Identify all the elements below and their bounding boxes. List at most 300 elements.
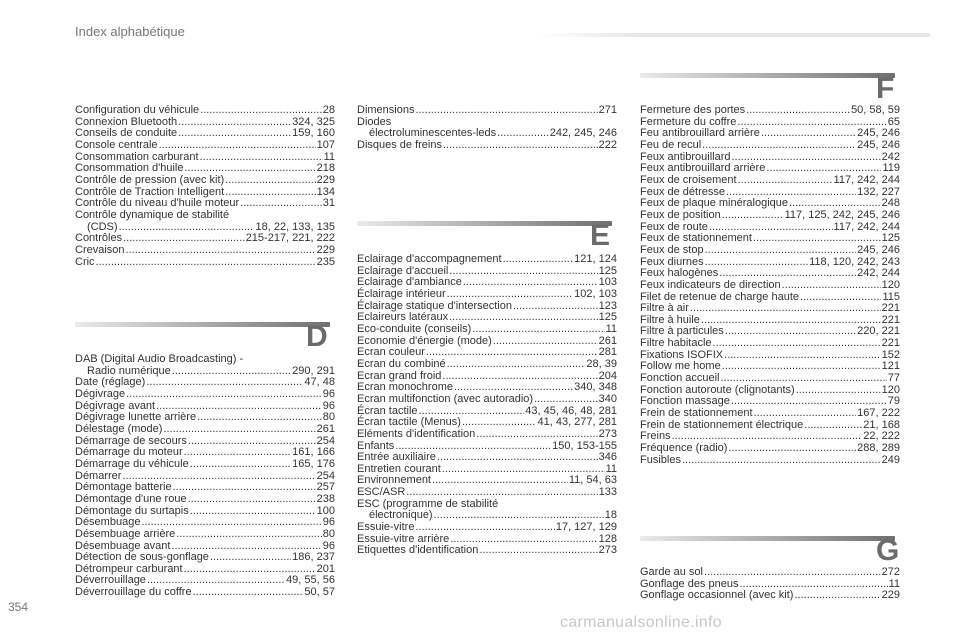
section-letter-d: D [306,320,328,353]
index-entry-term: Contrôles [75,232,123,245]
index-entry-pages[interactable]: 221 [881,313,900,326]
index-entry [640,420,900,432]
dot-leader [534,394,598,406]
index-entry [75,105,335,117]
index-entry-pages[interactable]: 242, 244 [857,267,900,280]
index-entry-term: Fermeture des portes [640,104,746,116]
index-entry-term: Démarrage du moteur [75,446,183,459]
index-entry [640,408,900,420]
index-column-d-cont [357,105,617,152]
dot-leader [497,128,549,140]
index-entry-pages[interactable]: 257 [316,481,335,494]
index-entry-pages[interactable]: 21, 168 [863,418,900,431]
page-number: 354 [8,600,29,614]
index-entry-term: Eclairage d'accompagnement [357,253,502,265]
index-entry [75,257,335,269]
dot-leader [449,266,597,278]
index-entry-term: Ecran couleur [357,346,425,359]
index-entry-term: Dégivrage lunette arrière [75,411,197,424]
index-entry [640,455,900,467]
index-entry-term: Ecran grand froid [357,369,442,382]
index-entry-pages[interactable]: 117, 125, 242, 245, 246 [784,208,900,221]
dot-leader [146,377,303,389]
index-entry-term: Filtre à huile [640,313,700,326]
dot-leader [493,336,598,348]
index-entry-pages[interactable]: 107 [316,138,335,151]
index-entry-pages[interactable]: 47, 48 [304,376,335,389]
dot-leader [159,140,316,152]
dot-leader [415,522,554,534]
index-entry-pages[interactable]: 100 [316,504,335,517]
index-entry-term: Écran tactile [357,404,418,417]
index-entry-term: Feux de détresse [640,185,725,198]
dot-leader [447,289,574,301]
index-entry-term: Frein de stationnement électrique [640,418,804,431]
index-entry-term: Éclairage intérieur [357,287,446,300]
dot-leader [176,529,321,541]
index-entry-pages[interactable]: 120 [881,278,900,291]
dot-leader [163,424,315,436]
index-entry-pages[interactable]: 273 [598,427,617,440]
index-entry-term: Fixations ISOFIX [640,348,724,361]
dot-leader [190,506,316,518]
index-entry-term: Feux de plaque minéralogique [640,197,788,210]
index-entry-term: Follow me home [640,360,721,373]
index-entry-term: Filtre à air [640,302,689,315]
dot-leader [193,587,304,599]
dot-leader [197,412,322,424]
index-entry-pages[interactable]: 132, 227 [857,185,900,198]
dot-leader [702,140,856,152]
index-entry-term: Date (réglage) [75,376,146,389]
index-entry [357,545,617,557]
index-entry-pages[interactable]: 221 [881,302,900,315]
dot-leader [713,338,881,350]
dot-leader [210,552,291,564]
index-entry-pages[interactable]: 125 [598,311,617,324]
index-entry-pages[interactable]: 271 [598,104,617,116]
index-entry-term: Feux halogènes [640,267,719,280]
index-entry-pages[interactable]: 346 [598,451,617,464]
index-entry-term: Entretien courant [357,462,441,475]
index-entry-term: Enfants [357,439,395,452]
index-entry-pages[interactable]: 17, 127, 129 [555,521,617,534]
index-entry [357,254,617,266]
index-entry-term: Démarrage de secours [75,434,187,447]
index-entry-pages[interactable]: 288, 289 [857,442,900,455]
index-entry-pages[interactable]: 229 [316,173,335,186]
index-entry-term: Feux diurnes [640,255,704,268]
index-entry-term: Crevaison [75,243,125,256]
dot-leader [704,567,881,579]
index-entry-pages[interactable]: 121 [881,360,900,373]
index-entry-pages[interactable]: 229 [881,589,900,602]
index-entry-pages[interactable]: 245, 246 [857,127,900,140]
dot-leader [800,292,881,304]
index-entry-pages[interactable]: 96 [322,539,335,552]
index-entry-term: Délestage (mode) [75,422,163,435]
index-entry-pages[interactable]: 80 [322,411,335,424]
index-entry-pages[interactable]: 221 [881,337,900,350]
section-letter-e: E [590,219,611,252]
index-entry-pages[interactable]: 248 [881,197,900,210]
dot-leader [172,366,291,378]
index-entry-term: Conseils de conduite [75,127,178,140]
section-bar-g [640,536,895,541]
index-entry-pages[interactable]: 118, 120, 242, 243 [809,255,900,268]
index-entry [75,210,335,222]
index-entry-pages[interactable]: 220, 221 [857,325,900,338]
index-entry-pages[interactable]: 242, 245, 246 [549,127,617,140]
index-entry-term: Diodes [357,115,392,128]
dot-leader [503,254,574,266]
section-letter-f: F [876,72,895,105]
index-entry-pages[interactable]: 96 [322,399,335,412]
dot-leader [479,545,597,557]
index-entry-pages[interactable]: 121, 124 [574,253,617,265]
dot-leader [701,315,881,327]
index-entry-pages[interactable]: 261 [598,334,617,347]
dot-leader [443,140,598,152]
index-entry-pages[interactable]: 117, 242, 244 [833,173,900,186]
index-entry-pages[interactable]: 120 [881,383,900,396]
dot-leader [722,361,881,373]
index-entry-pages[interactable]: 11 [888,577,900,590]
index-entry [75,424,335,436]
index-entry-term: Fonction accueil [640,372,720,385]
index-entry-pages[interactable]: 18, 22, 133, 135 [255,220,335,233]
index-entry-pages[interactable]: 340, 348 [574,381,617,394]
index-entry [75,494,335,506]
index-entry [75,245,335,257]
index-entry [75,175,335,187]
section-bar-d [75,322,330,327]
index-entry [75,354,335,366]
index-entry [640,245,900,257]
index-entry [640,280,900,292]
index-entry-pages[interactable]: 43, 45, 46, 48, 281 [525,404,617,417]
index-entry-term: Feux antibrouillard arrière [640,162,766,175]
index-entry [75,529,335,541]
index-entry-term: Eco-conduite (conseils) [357,322,472,335]
index-entry-term: Contrôle de Traction Intelligent [75,185,225,198]
dot-leader [126,245,316,257]
index-entry-pages[interactable]: 22, 222 [863,430,900,443]
index-entry [75,389,335,401]
index-entry-term: Etiquettes d'identification [357,544,479,557]
index-entry-pages[interactable]: 290, 291 [292,364,335,377]
index-entry-pages[interactable]: 242 [881,150,900,163]
index-entry-pages[interactable]: 77 [887,372,900,385]
page-header-title: Index alphabétique [75,24,185,39]
index-entry-pages[interactable]: 11 [605,322,617,335]
index-entry-pages[interactable]: 50, 57 [304,586,335,599]
index-entry-term: Connexion Bluetooth [75,115,178,128]
index-entry-term: Démontage du surtapis [75,504,189,517]
index-entry-term: Eclairage d'accueil [357,264,449,277]
index-entry-term: Démarrer [75,469,122,482]
index-column-c [75,105,335,268]
index-entry-term: Ecran monochrome [357,381,453,394]
index-entry-pages[interactable]: 115 [882,290,900,303]
index-entry-pages[interactable]: 28 [322,104,335,116]
index-entry-term: Ecran du combiné [357,357,446,370]
index-entry-term: Feux antibrouillard [640,150,731,163]
index-entry-term: Environnement [357,474,431,487]
index-entry-pages[interactable]: 50, 58, 59 [851,104,900,116]
index-entry-term: Feux indicateurs de direction [640,278,781,291]
dot-leader [447,359,586,371]
index-entry-term: ESC (programme de stabilité [357,497,499,510]
index-entry-term: Démontage d'une roue [75,492,187,505]
index-entry-pages[interactable]: 165, 176 [292,457,335,470]
dot-leader [796,385,881,397]
index-entry-pages[interactable]: 18 [604,509,617,522]
dot-leader [178,117,291,129]
index-entry-pages[interactable]: 133 [598,486,617,499]
index-entry-term: Disques de freins [357,138,442,151]
index-entry-pages[interactable]: 125 [881,232,900,245]
index-column-f [640,105,900,466]
dot-leader [804,420,862,432]
dot-leader [200,152,323,164]
dot-leader [722,210,784,222]
index-entry-pages[interactable]: 96 [322,387,335,400]
index-entry-pages[interactable]: 340 [598,392,617,405]
index-entry-pages[interactable]: 11 [323,150,335,163]
index-entry-pages[interactable]: 150, 153-155 [552,439,617,452]
index-entry-pages[interactable]: 117, 242, 244 [833,220,900,233]
index-entry-pages[interactable]: 167, 222 [857,407,900,420]
index-entry-pages[interactable]: 119 [882,162,900,175]
index-entry-term: Désembuage [75,516,141,529]
index-entry-pages[interactable]: 49, 55, 56 [286,574,335,587]
index-entry-pages[interactable]: 96 [322,516,335,529]
index-entry-pages[interactable]: 159, 160 [292,127,335,140]
dot-leader [426,347,598,359]
index-entry-term: (CDS) [87,220,118,233]
dot-leader [432,475,568,487]
index-entry-term: Dégivrage avant [75,399,156,412]
index-entry-pages[interactable]: 103 [598,276,617,289]
index-entry-pages[interactable]: 249 [881,453,900,466]
index-entry-pages[interactable]: 229 [316,243,335,256]
dot-leader [690,303,881,315]
dot-leader [472,324,604,336]
dot-leader [705,245,857,257]
index-entry-pages[interactable]: 186, 237 [292,551,335,564]
index-entry-term: Frein de stationnement [640,407,753,420]
dot-leader [761,128,856,140]
index-entry-pages[interactable]: 272 [881,566,900,578]
index-entry [640,590,900,602]
index-entry-pages[interactable]: 245, 246 [857,243,900,256]
dot-leader [682,455,881,467]
index-entry-pages[interactable]: 28, 39 [586,357,617,370]
index-entry-term: Feux de croisement [640,173,737,186]
dot-leader [178,128,291,140]
index-entry-term: Fonction autoroute (clignotants) [640,383,795,396]
index-entry-term: Éclairage statique d'intersection [357,299,512,312]
index-entry-term: Filtre à particules [640,325,724,338]
index-entry-pages[interactable]: 222 [598,138,617,151]
index-entry-term: Dégivrage [75,387,126,400]
index-entry-pages[interactable]: 11 [605,462,617,475]
index-entry-pages[interactable]: 123 [598,299,617,312]
index-entry-term: Ecran multifonction (avec autoradio) [357,392,534,405]
dot-leader [738,175,833,187]
dot-leader [123,233,245,245]
section-bar-e [357,221,612,226]
index-entry [640,373,900,385]
index-entry-pages[interactable]: 80 [322,527,335,540]
index-entry [640,140,900,152]
index-entry-term: Démarrage du véhicule [75,457,189,470]
index-entry-term: électroluminescentes-leds [369,127,497,140]
dot-leader [96,257,316,269]
index-entry-pages[interactable]: 161, 166 [292,446,335,459]
index-entry-pages[interactable]: 218 [316,162,335,175]
index-column-d [75,354,335,599]
dot-leader [225,175,315,187]
dot-leader [184,447,292,459]
dot-leader [724,350,881,362]
index-entry [75,459,335,471]
index-entry-term: Feux de route [640,220,708,233]
index-entry-term: Écran tactile (Menus) [357,416,461,429]
index-entry [640,567,900,579]
index-entry-term: Déverrouillage du coffre [75,586,192,599]
index-entry-pages[interactable]: 201 [316,562,335,575]
index-entry-pages[interactable]: 134 [316,185,335,198]
index-entry-pages[interactable]: 125 [598,264,617,277]
index-entry-term: Entrée auxiliaire [357,451,436,464]
index-entry-term: Gonflage occasionnel (avec kit) [640,589,794,602]
index-entry-term: Détrompeur carburant [75,562,183,575]
dot-leader [200,105,322,117]
index-entry-pages[interactable]: 215-217, 221, 222 [245,232,335,245]
index-entry [640,443,900,455]
index-entry-pages[interactable]: 245, 246 [857,138,900,151]
index-entry-term: Filet de retenue de charge haute [640,290,800,303]
index-column-g [640,567,900,602]
index-entry-term: Fermeture du coffre [640,115,737,128]
index-entry-term: Fréquence (radio) [640,442,728,455]
index-entry-pages[interactable]: 235 [316,255,335,268]
index-entry-pages[interactable]: 152 [881,348,900,361]
index-entry-term: électronique) [369,509,433,522]
index-entry-term: Fonction massage [640,395,730,408]
index-entry-term: Détection de sous-gonflage [75,551,209,564]
index-entry-pages[interactable]: 281 [598,346,617,359]
index-entry-pages[interactable]: 65 [887,115,900,128]
index-entry-term: Démontage batterie [75,481,172,494]
dot-leader [173,482,316,494]
dot-leader [725,326,856,338]
index-entry [357,140,617,152]
index-entry-term: Cric [75,255,95,268]
index-entry-term: Filtre habitacle [640,337,712,350]
index-entry-term: Console centrale [75,138,158,151]
index-entry-term: Contrôle du niveau d'huile moteur [75,197,240,210]
dot-leader [721,373,887,385]
dot-leader [119,222,255,234]
index-entry [640,210,900,222]
index-entry-pages[interactable]: 273 [598,544,617,557]
dot-leader [415,105,597,117]
index-column-e [357,254,617,557]
index-entry-term: Economie d'énergie (mode) [357,334,492,347]
index-entry-term: Consommation d'huile [75,162,184,175]
index-entry [357,105,617,117]
index-entry-term: Dimensions [357,104,415,116]
index-entry-term: Feu antibrouillard arrière [640,127,760,140]
index-entry-term: Radio numérique [87,364,171,377]
index-entry-term: Contrôle dynamique de stabilité [75,208,230,221]
index-entry-term: Essuie-vitre arrière [357,532,450,545]
index-entry-pages[interactable]: 254 [316,469,335,482]
index-entry-pages[interactable]: 79 [887,395,900,408]
index-entry [640,105,900,117]
index-entry [357,289,617,301]
index-entry-pages[interactable]: 41, 43, 277, 281 [537,416,617,429]
dot-leader [754,408,857,420]
index-entry [357,522,617,534]
index-entry-pages[interactable]: 254 [316,434,335,447]
header-divider [540,33,930,37]
index-entry-term: Désembuage arrière [75,527,176,540]
index-entry-term: Eléments d'identification [357,427,476,440]
index-entry-term: Déverrouillage [75,574,146,587]
dot-leader [513,301,598,313]
index-entry-term: Eclairage d'ambiance [357,276,462,289]
dot-leader [190,459,291,471]
index-entry-term: Feux de stationnement [640,232,752,245]
dot-leader [746,105,850,117]
index-entry [357,359,617,371]
dot-leader [437,452,598,464]
index-entry-term: Essuie-vitre [357,521,415,534]
index-entry-term: Feu de recul [640,138,702,151]
section-letter-g: G [876,534,900,567]
index-entry-pages[interactable]: 102, 103 [574,287,617,300]
index-entry [75,587,335,599]
index-entry-term: Freins [640,430,671,443]
dot-leader [449,312,598,324]
index-entry-term: DAB (Digital Audio Broadcasting) - [75,353,244,365]
dot-leader [794,590,880,602]
index-entry-pages[interactable]: 238 [316,492,335,505]
index-entry [357,394,617,406]
index-entry-term: Désembuage avant [75,539,171,552]
dot-leader [240,198,322,210]
index-entry-pages[interactable]: 261 [316,422,335,435]
index-entry-pages[interactable]: 11, 54, 63 [568,474,617,487]
dot-leader [782,280,881,292]
index-entry-term: Fusibles [640,453,681,466]
index-entry-pages[interactable]: 204 [598,369,617,382]
index-entry [75,140,335,152]
watermark: carmanualsonline.info [560,614,722,631]
index-entry-pages[interactable]: 324, 325 [292,115,335,128]
dot-leader [188,494,316,506]
index-entry-term: Contrôle de pression (avec kit) [75,173,225,186]
index-entry-pages[interactable]: 128 [598,532,617,545]
index-entry-term: Garde au sol [640,566,703,578]
index-entry-term: ESC/ASR [357,486,406,499]
index-entry [640,175,900,187]
index-entry-pages[interactable]: 31 [322,197,335,210]
